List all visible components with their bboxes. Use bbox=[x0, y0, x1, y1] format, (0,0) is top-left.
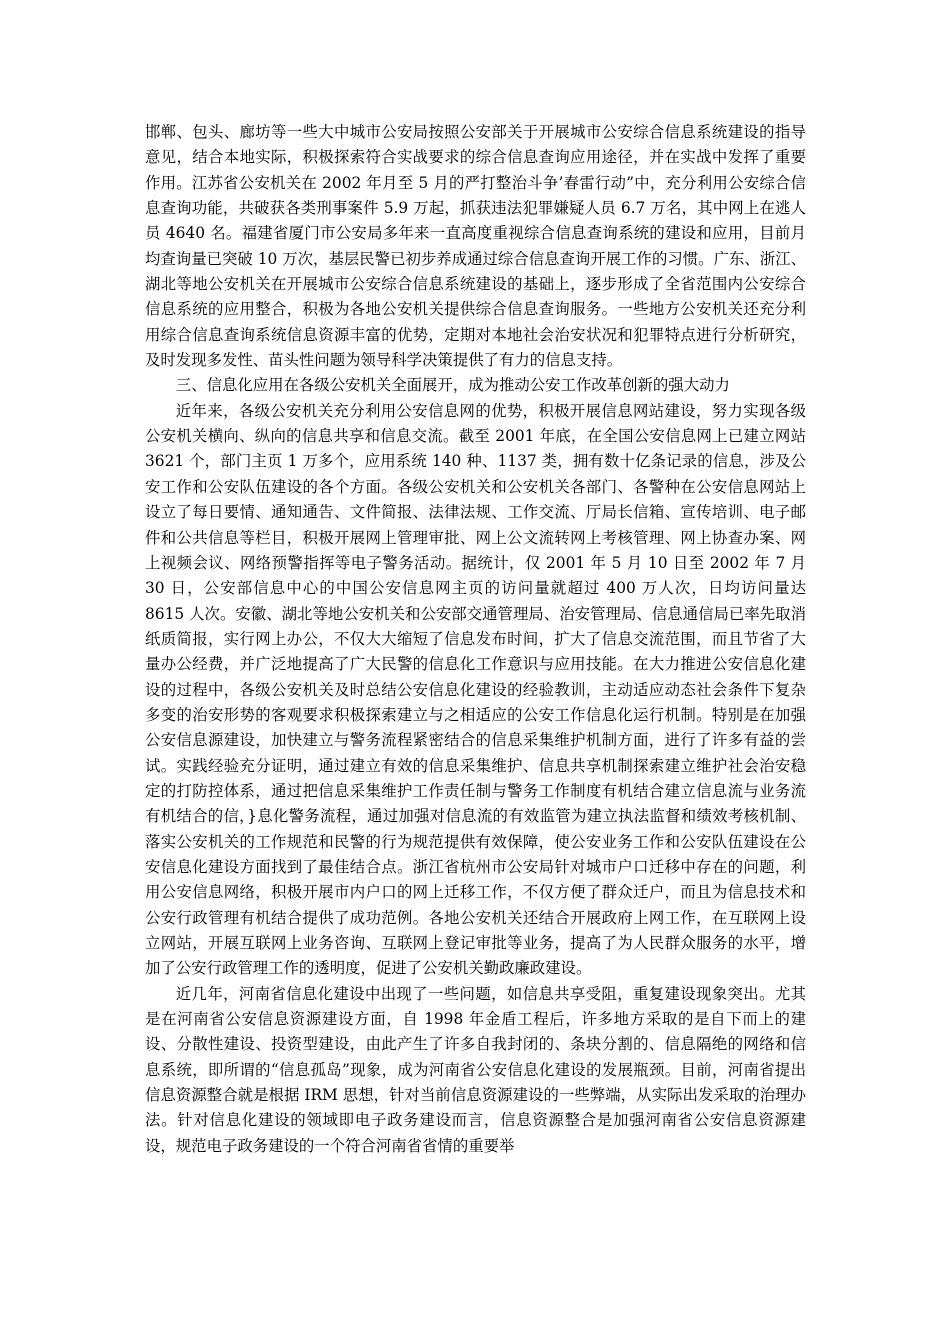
paragraph-public-security-query-cases: 邯郸、包头、廊坊等一些大中城市公安局按照公安部关于开展城市公安综合信息系统建设的指导意见，结合本地实际，积极探索符合实战要求的综合信息查询应用途径，并在实战中发挥了重要作用。江苏省公安机关在 2002 年月至 5 月的严打整治斗争’春雷行动”中，充分利用公安综合信息查询功能，共破获各类刑事案件 5.9 万起，抓获违法犯罪嫌疑人员 6.7 万名，其中网上在逃人员 4640 名。福建省厦门市公安局多年来一直高度重视综合信息查询系统的建设和应用，目前月均查询量已突破 10 万次，基层民警已初步养成通过综合信息查询开展工作的习惯。广东、浙江、湖北等地公安机关在开展城市公安综合信息系统建设的基础上，逐步形成了全省范围内公安综合信息系统的应用整合，积极为各地公安机关提供综合信息查询服务。一些地方公安机关还充分利用综合信息查询系统信息资源丰富的优势，定期对本地社会治安状况和犯罪特点进行分析研究，及时发现多发性、苗头性问题为领导科学决策提供了有力的信息支持。 bbox=[145, 123, 806, 370]
section-heading-informatization-application: 三、信息化应用在各级公安机关全面展开，成为推动公安工作改革创新的强大动力 bbox=[175, 376, 730, 395]
document-page bbox=[145, 120, 806, 1159]
paragraph-henan-information-problems: 近几年，河南省信息化建设中出现了一些问题，如信息共享受阻，重复建设现象突出。尤其是在河南省公安信息资源建设方面，自 1998 年金盾工程后，许多地方采取的是自下而上的建设、分散性建设、投资型建设，由此产生了许多自我封闭的、条块分割的、信息隔绝的网络和信息系统，即所谓的“信息孤岛”现象，成为河南省公安信息化建设的发展瓶颈。目前，河南省提出信息资源整合就是根据 IRM 思想，针对当前信息资源建设的一些弊端，从实际出发采取的治理办法。针对信息化建设的领域即电子政务建设而言，信息资源整合是加强河南省公安信息资源建设，规范电子政务建设的一个符合河南省省情的重要举 bbox=[145, 984, 806, 1155]
paragraph-website-construction: 近年来，各级公安机关充分利用公安信息网的优势，积极开展信息网站建设，努力实现各级公安机关横向、纵向的信息共享和信息交流。截至 2001 年底，在全国公安信息网上已建立网站 3621 个，部门主页 1 万多个，应用系统 140 种、1137 类，拥有数十亿条记录的信息，涉及公安工作和公安队伍建设的各个方面。各级公安机关和公安机关各部门、各警种在公安信息网站上设立了每日要情、通知通告、文件简报、法律法规、工作交流、厅局长信箱、宣传培训、电子邮件和公共信息等栏目，积极开展网上管理审批、网上公文流转网上考核管理、网上协查办案、网上视频会议、网络预警指挥等电子警务活动。据统计，仅 2001 年 5 月 10 日至 2002 年 7 月 30 日，公安部信息中心的中国公安信息网主页的访问量就超过 400 万人次，日均访问量达 8615 人次。安徽、湖北等地公安机关和公安部交通管理局、治安管理局、信息通信局已率先取消纸质简报，实行网上办公，不仅大大缩短了信息发布时间，扩大了信息交流范围，而且节省了大量办公经费，并广泛地提高了广大民警的信息化工作意识与应用技能。在大力推进公安信息化建设的过程中，各级公安机关及时总结公安信息化建设的经验教训，主动适应动态社会条件下复杂多变的治安形势的客观要求积极探索建立与之相适应的公安工作信息化运行机制。特别是在加强公安信息源建设，加快建立与警务流程紧密结合的信息采集维护机制方面，进行了许多有益的尝试。实践经验充分证明，通过建立有效的信息采集维护、信息共享机制探索建立维护社会治安稳定的打防控体系，通过把信息采集维护工作责任制与警务工作制度有机结合建立信息流与业务流有机结合的信，}息化警务流程，通过加强对信息流的有效监管为建立执法监督和绩效考核机制、落实公安机关的工作规范和民警的行为规范提供有效保障，使公安业务工作和公安队伍建设在公安信息化建设方面找到了最佳结合点。浙江省杭州市公安局针对城市户口迁移中存在的问题，利用公安信息网络，积极开展市内户口的网上迁移工作，不仅方便了群众迁户，而且为信息技术和公安行政管理有机结合提供了成功范例。各地公安机关还结合开展政府上网工作，在互联网上设立网站，开展互联网上业务咨询、互联网上登记审批等业务，提高了为人民群众服务的水平，增加了公安行政管理工作的透明度，促进了公安机关勤政廉政建设。 bbox=[145, 401, 806, 978]
